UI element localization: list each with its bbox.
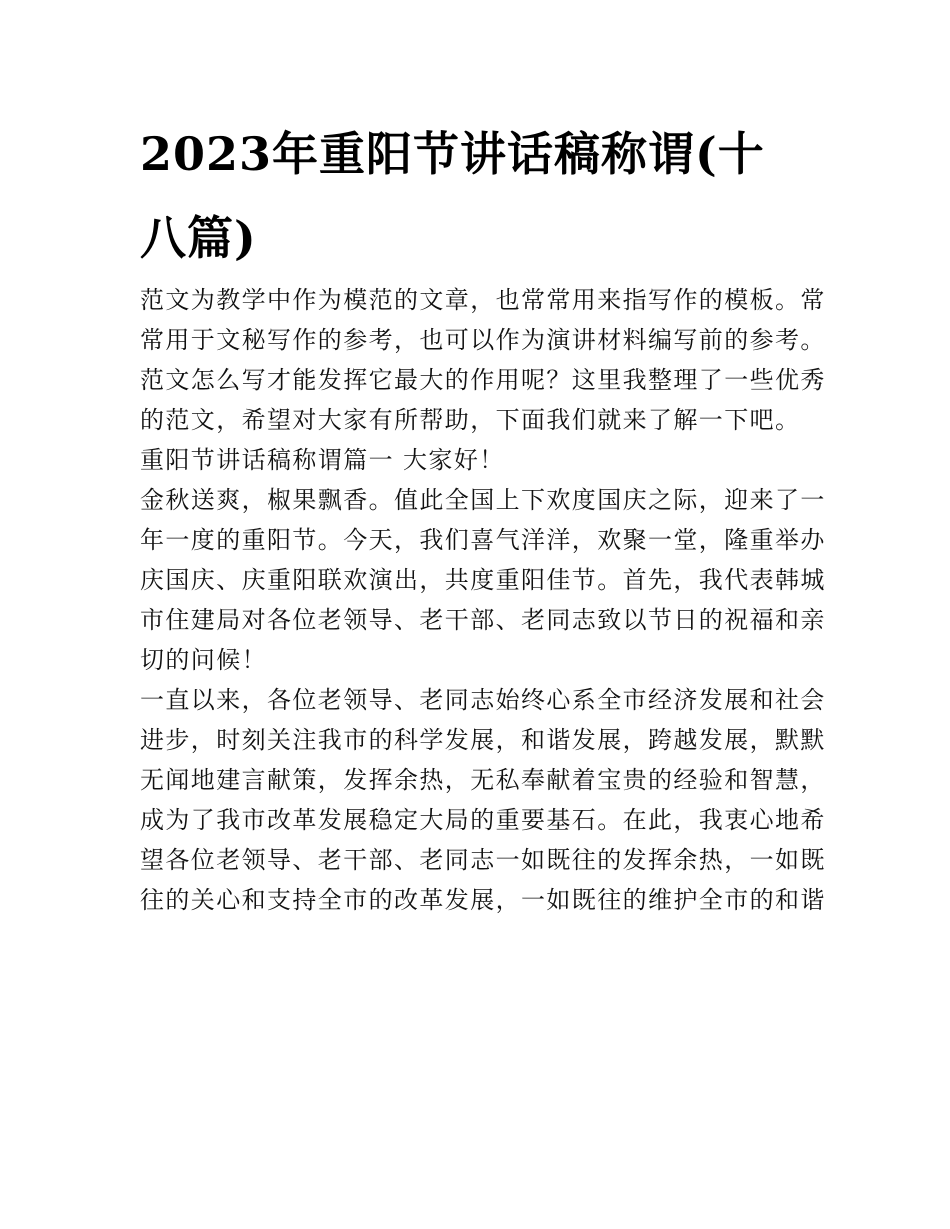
paragraph-section-heading: [140, 440, 820, 480]
text-line: 望各位老领导、老干部、老同志一如既往的发挥余热，一如既: [140, 846, 826, 874]
title-line: 八篇): [140, 211, 257, 265]
paragraph-intro: [140, 280, 826, 440]
text-line: 金秋送爽，椒果飘香。值此全国上下欢度国庆之际，迎来了一: [140, 486, 826, 514]
document-body: [140, 280, 826, 920]
paragraph-greeting: [140, 480, 826, 680]
text-line: 切的问候！: [140, 646, 267, 674]
page-title: [140, 112, 820, 280]
paragraph-tribute: [140, 680, 826, 920]
text-line: 进步，时刻关注我市的科学发展，和谐发展，跨越发展，默默: [140, 726, 826, 754]
section-heading: 重阳节讲话稿称谓篇一 大家好！: [140, 446, 505, 474]
text-line: 常用于文秘写作的参考，也可以作为演讲材料编写前的参考。: [140, 326, 826, 354]
text-line: 成为了我市改革发展稳定大局的重要基石。在此，我衷心地希: [140, 806, 826, 834]
title-line: 2023年重阳节讲话稿称谓(十: [140, 127, 765, 181]
text-line: 范文为教学中作为模范的文章，也常常用来指写作的模板。常: [140, 286, 826, 314]
text-line: 庆国庆、庆重阳联欢演出，共度重阳佳节。首先，我代表韩城: [140, 566, 826, 594]
text-line: 无闻地建言献策，发挥余热，无私奉献着宝贵的经验和智慧，: [140, 766, 826, 794]
text-line: 市住建局对各位老领导、老干部、老同志致以节日的祝福和亲: [140, 606, 826, 634]
text-line: 往的关心和支持全市的改革发展，一如既往的维护全市的和谐: [140, 886, 826, 914]
text-line: 的范文，希望对大家有所帮助，下面我们就来了解一下吧。: [140, 406, 801, 434]
text-line: 范文怎么写才能发挥它最大的作用呢？这里我整理了一些优秀: [140, 366, 826, 394]
text-line: 年一度的重阳节。今天，我们喜气洋洋，欢聚一堂，隆重举办: [140, 526, 826, 554]
text-line: 一直以来，各位老领导、老同志始终心系全市经济发展和社会: [140, 686, 826, 714]
